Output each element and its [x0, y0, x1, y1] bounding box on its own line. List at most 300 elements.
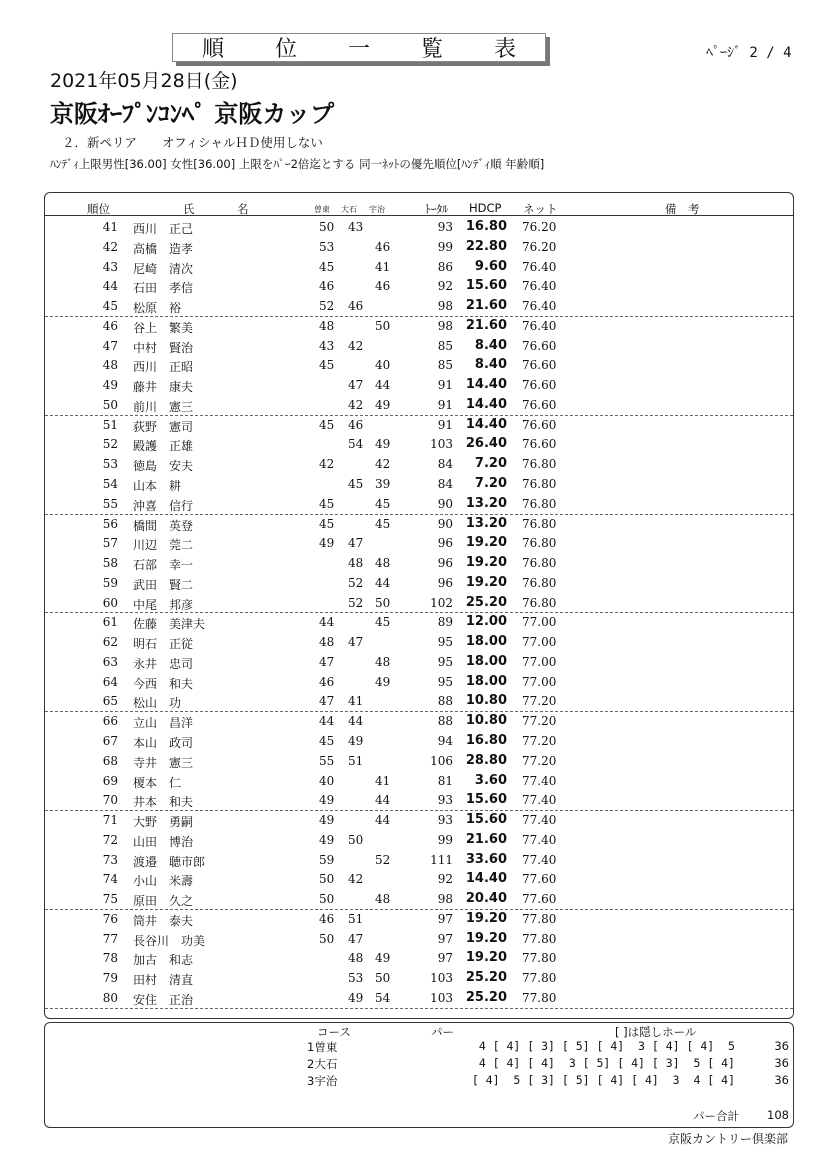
- cell-s3: 44: [375, 813, 391, 828]
- cell-hdcp: 25.20: [465, 594, 507, 610]
- cell-hdcp: 25.20: [465, 990, 507, 1006]
- cell-s2: 52: [348, 595, 364, 610]
- cell-net: 77.80: [522, 931, 557, 946]
- cell-s1: 53: [319, 239, 335, 254]
- table-row: [45, 810, 793, 830]
- cell-total: 96: [437, 556, 453, 571]
- cell-s1: 49: [319, 793, 335, 808]
- cell-total: 81: [437, 773, 453, 788]
- cell-s1: 52: [319, 299, 335, 314]
- cell-name: 加古 和志: [133, 953, 194, 968]
- cell-net: 76.40: [522, 318, 557, 333]
- page-number: ﾍﾟｰｼﾞ 2 / 4: [706, 45, 792, 61]
- cell-s2: 47: [348, 931, 364, 946]
- scoring-method: ２．新ペリア オフィシャルＨＤ使用しない: [62, 135, 323, 150]
- cell-total: 91: [437, 397, 453, 412]
- cell-total: 97: [437, 951, 453, 966]
- cell-name: 川辺 莞二: [133, 538, 194, 553]
- header-hdcp: HDCP: [469, 201, 502, 215]
- table-row: [45, 336, 793, 356]
- cell-s1: 48: [319, 635, 335, 650]
- course-name: 2大石: [307, 1057, 338, 1071]
- cell-net: 77.60: [522, 892, 557, 907]
- cell-name: 西川 正昭: [133, 360, 194, 375]
- cell-name: 本山 政司: [133, 736, 194, 751]
- cell-hdcp: 19.20: [465, 930, 507, 946]
- cell-name: 井本 和夫: [133, 795, 194, 810]
- cell-name: 立山 昌洋: [133, 716, 194, 731]
- cell-rank: 62: [102, 635, 118, 650]
- cell-rank: 47: [102, 338, 118, 353]
- cell-rank: 48: [102, 358, 118, 373]
- cell-net: 76.80: [522, 556, 557, 571]
- cell-rank: 69: [102, 773, 118, 788]
- cell-rank: 68: [102, 753, 118, 768]
- cell-net: 77.80: [522, 911, 557, 926]
- cell-rank: 77: [102, 931, 118, 946]
- cell-rank: 65: [102, 694, 118, 709]
- cell-hdcp: 19.20: [465, 950, 507, 966]
- header-course-3: 宇治: [369, 205, 385, 214]
- cell-hdcp: 20.40: [465, 891, 507, 907]
- cell-total: 84: [437, 457, 453, 472]
- cell-s2: 46: [348, 299, 364, 314]
- cell-total: 111: [430, 852, 453, 867]
- cell-net: 77.40: [522, 832, 557, 847]
- cell-net: 76.60: [522, 358, 557, 373]
- cell-s3: 49: [375, 674, 391, 689]
- cell-s1: 45: [319, 259, 335, 274]
- cell-s3: 49: [375, 951, 391, 966]
- cell-rank: 54: [102, 477, 118, 491]
- event-date: 2021年05月28日(金): [50, 70, 238, 92]
- table-row: [45, 751, 793, 771]
- cell-hdcp: 19.20: [465, 574, 507, 590]
- cell-total: 92: [437, 279, 453, 294]
- cell-net: 76.80: [522, 575, 557, 590]
- cell-s3: 41: [375, 259, 391, 274]
- page-title: 順 位 一 覧 表: [202, 37, 538, 62]
- table-row: [45, 948, 793, 968]
- cell-s1: 45: [319, 734, 335, 749]
- cell-name: 前川 憲三: [133, 399, 194, 414]
- cell-net: 77.20: [522, 694, 557, 709]
- cell-rank: 42: [102, 239, 118, 254]
- cell-hdcp: 15.60: [465, 812, 507, 828]
- cell-s1: 46: [319, 674, 335, 689]
- handicap-rules: ﾊﾝﾃﾞｨ上限男性[36.00] 女性[36.00] 上限をﾊﾟｰ2倍迄とする 同一ﾈｯﾄの優先順位[ﾊﾝﾃﾞｨ順 年齢順]: [50, 157, 545, 171]
- cell-net: 76.80: [522, 457, 557, 472]
- cell-s1: 55: [319, 753, 335, 768]
- cell-s2: 49: [348, 991, 364, 1006]
- cell-s1: 47: [319, 654, 335, 669]
- cell-net: 77.80: [522, 951, 557, 966]
- cell-name: 佐藤 美津夫: [133, 617, 206, 632]
- cell-total: 90: [437, 516, 453, 531]
- cell-name: 徳島 安夫: [133, 459, 194, 474]
- cell-rank: 61: [102, 615, 118, 630]
- table-row: [45, 415, 793, 435]
- cell-hdcp: 16.80: [465, 733, 507, 749]
- event-name: 京阪ｵｰﾌﾟﾝｺﾝﾍﾟ 京阪カップ: [50, 100, 335, 128]
- cell-rank: 51: [102, 417, 118, 432]
- course-par-box: [44, 1022, 794, 1128]
- cell-total: 98: [437, 892, 453, 907]
- cell-hdcp: 22.80: [465, 238, 507, 254]
- cell-net: 76.20: [522, 239, 557, 254]
- cell-s1: 45: [319, 358, 335, 373]
- cell-name: 沖喜 信行: [133, 498, 194, 513]
- cell-total: 106: [430, 753, 453, 768]
- table-row: [45, 296, 793, 317]
- table-row: [45, 672, 793, 692]
- cell-total: 95: [437, 654, 453, 669]
- cell-hdcp: 18.00: [465, 653, 507, 669]
- table-row: [45, 731, 793, 751]
- cell-total: 92: [437, 872, 453, 887]
- table-row: [45, 691, 793, 712]
- cell-hdcp: 7.20: [474, 476, 507, 491]
- cell-rank: 55: [102, 496, 118, 511]
- course-total: 36: [774, 1073, 789, 1087]
- table-row: [45, 850, 793, 870]
- table-row: [45, 355, 793, 375]
- cell-s3: 48: [375, 892, 391, 907]
- cell-hdcp: 14.40: [465, 377, 507, 393]
- cell-s1: 44: [319, 714, 335, 729]
- cell-total: 103: [430, 437, 453, 452]
- cell-s2: 51: [348, 753, 364, 768]
- cell-s2: 46: [348, 417, 364, 432]
- table-row: [45, 711, 793, 731]
- cell-rank: 44: [102, 279, 118, 294]
- cell-rank: 78: [102, 951, 118, 966]
- cell-s1: 45: [319, 516, 335, 531]
- cell-name: 中尾 邦彦: [133, 597, 194, 612]
- cell-total: 91: [437, 417, 453, 432]
- cell-name: 小山 米壽: [133, 874, 194, 889]
- cell-hdcp: 16.80: [465, 219, 507, 234]
- cell-s1: 46: [319, 911, 335, 926]
- cell-hdcp: 15.60: [465, 792, 507, 808]
- table-row: [45, 533, 793, 553]
- course-total: 36: [774, 1056, 789, 1070]
- cell-rank: 53: [102, 457, 118, 472]
- cell-name: 明石 正従: [133, 637, 194, 652]
- header-remarks: 備 考: [665, 202, 700, 216]
- cell-s3: 48: [375, 654, 391, 669]
- cell-total: 103: [430, 991, 453, 1006]
- cell-name: 谷上 繁美: [133, 320, 194, 335]
- cell-total: 96: [437, 575, 453, 590]
- cell-s3: 44: [375, 575, 391, 590]
- cell-s1: 42: [319, 457, 335, 472]
- cell-name: 山本 耕: [133, 479, 182, 493]
- cell-s1: 46: [319, 279, 335, 294]
- table-row: [45, 217, 793, 237]
- cell-hdcp: 10.80: [465, 693, 507, 709]
- cell-s2: 42: [348, 397, 364, 412]
- cell-rank: 50: [102, 397, 118, 412]
- header-course-2: 大石: [341, 205, 357, 214]
- cell-total: 102: [430, 595, 453, 610]
- cell-net: 77.40: [522, 813, 557, 828]
- cell-name: 藤井 康夫: [133, 380, 194, 395]
- cell-net: 76.60: [522, 417, 557, 432]
- table-row: [45, 257, 793, 277]
- table-row: [45, 988, 793, 1009]
- cell-hdcp: 15.60: [465, 278, 507, 294]
- par-label: パー: [431, 1025, 454, 1039]
- cell-name: 松原 裕: [133, 301, 182, 316]
- table-row: [45, 771, 793, 791]
- cell-hdcp: 13.20: [465, 515, 507, 531]
- cell-total: 89: [437, 615, 453, 630]
- table-row: [45, 573, 793, 593]
- cell-total: 85: [437, 338, 453, 353]
- cell-s1: 49: [319, 813, 335, 828]
- cell-name: 荻野 憲司: [133, 419, 194, 434]
- cell-s1: 43: [319, 338, 335, 353]
- cell-hdcp: 21.60: [465, 317, 507, 333]
- table-row: [45, 395, 793, 416]
- cell-hdcp: 19.20: [465, 910, 507, 926]
- cell-s2: 44: [348, 714, 364, 729]
- cell-hdcp: 19.20: [465, 555, 507, 571]
- header-total: ﾄｰﾀﾙ: [425, 202, 448, 216]
- cell-rank: 60: [102, 595, 118, 610]
- cell-rank: 63: [102, 654, 118, 669]
- cell-hdcp: 19.20: [465, 535, 507, 551]
- table-row: [45, 494, 793, 515]
- table-row: [45, 869, 793, 889]
- cell-total: 91: [437, 378, 453, 393]
- table-row: [45, 593, 793, 614]
- cell-total: 88: [437, 694, 453, 709]
- header-net: ネット: [523, 202, 558, 216]
- cell-total: 95: [437, 674, 453, 689]
- cell-rank: 71: [102, 813, 118, 828]
- header-course-1: 曽東: [314, 205, 330, 214]
- table-row: [45, 830, 793, 850]
- cell-hdcp: 13.20: [465, 495, 507, 511]
- ranking-table: [44, 192, 794, 1019]
- cell-hdcp: 7.20: [474, 456, 507, 472]
- cell-net: 77.00: [522, 674, 557, 689]
- cell-total: 90: [437, 496, 453, 511]
- cell-rank: 49: [102, 378, 118, 393]
- cell-total: 93: [437, 220, 453, 234]
- cell-total: 85: [437, 358, 453, 373]
- cell-s1: 44: [319, 615, 335, 630]
- cell-hdcp: 8.40: [474, 337, 507, 353]
- cell-s2: 48: [348, 951, 364, 966]
- par-total-label: パー合計: [693, 1109, 739, 1123]
- cell-total: 99: [437, 239, 453, 254]
- cell-rank: 67: [102, 734, 118, 749]
- cell-name: 永井 忠司: [133, 656, 194, 671]
- cell-total: 96: [437, 536, 453, 551]
- cell-s1: 49: [319, 832, 335, 847]
- cell-total: 84: [437, 477, 453, 491]
- cell-rank: 72: [102, 832, 118, 847]
- cell-s1: 47: [319, 694, 335, 709]
- cell-rank: 76: [102, 911, 118, 926]
- cell-hdcp: 21.60: [465, 831, 507, 847]
- cell-rank: 80: [102, 991, 118, 1006]
- table-row: [45, 237, 793, 257]
- table-row: [45, 790, 793, 811]
- cell-net: 77.40: [522, 793, 557, 808]
- cell-net: 77.20: [522, 753, 557, 768]
- cell-rank: 75: [102, 892, 118, 907]
- header-divider: [45, 215, 793, 216]
- cell-rank: 73: [102, 852, 118, 867]
- cell-name: 安住 正治: [133, 993, 194, 1008]
- header-rank: 順位: [87, 202, 110, 216]
- cell-net: 77.20: [522, 714, 557, 729]
- cell-name: 山田 博治: [133, 834, 194, 849]
- cell-s3: 52: [375, 852, 391, 867]
- cell-net: 76.60: [522, 437, 557, 452]
- table-row: [45, 652, 793, 672]
- cell-hdcp: 14.40: [465, 871, 507, 887]
- cell-net: 76.60: [522, 378, 557, 393]
- cell-s2: 52: [348, 575, 364, 590]
- cell-s3: 50: [375, 595, 391, 610]
- cell-s1: 50: [319, 872, 335, 887]
- cell-s2: 51: [348, 911, 364, 926]
- cell-s3: 41: [375, 773, 391, 788]
- table-row: [45, 909, 793, 929]
- club-name: 京阪カントリー倶楽部: [667, 1132, 788, 1146]
- cell-hdcp: 18.00: [465, 634, 507, 650]
- cell-hdcp: 18.00: [465, 673, 507, 689]
- cell-s2: 42: [348, 338, 364, 353]
- cell-s2: 42: [348, 872, 364, 887]
- cell-name: 石部 幸一: [133, 558, 194, 573]
- cell-rank: 59: [102, 575, 118, 590]
- cell-total: 88: [437, 714, 453, 729]
- cell-net: 76.80: [522, 516, 557, 531]
- cell-s1: 49: [319, 536, 335, 551]
- cell-s3: 45: [375, 615, 391, 630]
- cell-s1: 50: [319, 892, 335, 907]
- table-row: [45, 316, 793, 336]
- cell-s2: 49: [348, 734, 364, 749]
- cell-s2: 54: [348, 437, 364, 452]
- cell-total: 103: [430, 971, 453, 986]
- cell-s2: 47: [348, 635, 364, 650]
- cell-net: 77.80: [522, 991, 557, 1006]
- cell-total: 98: [437, 318, 453, 333]
- cell-hdcp: 33.60: [465, 851, 507, 867]
- cell-rank: 79: [102, 971, 118, 986]
- header-name-2: 名: [237, 202, 249, 216]
- course-name: 3宇治: [307, 1074, 338, 1088]
- cell-rank: 74: [102, 872, 118, 887]
- cell-rank: 66: [102, 714, 118, 729]
- header-name-1: 氏: [183, 202, 195, 216]
- cell-total: 93: [437, 813, 453, 828]
- cell-s3: 45: [375, 496, 391, 511]
- cell-s3: 46: [375, 239, 391, 254]
- cell-name: 大野 勇嗣: [133, 815, 194, 830]
- cell-total: 95: [437, 635, 453, 650]
- cell-s3: 49: [375, 397, 391, 412]
- cell-name: 今西 和夫: [133, 676, 194, 691]
- cell-name: 原田 久之: [133, 894, 194, 909]
- cell-name: 筒井 泰夫: [133, 913, 194, 928]
- cell-name: 松山 功: [133, 696, 182, 711]
- cell-s3: 48: [375, 556, 391, 571]
- title-box: [172, 33, 546, 62]
- table-row: [45, 612, 793, 632]
- cell-hdcp: 3.60: [474, 772, 507, 788]
- cell-s3: 49: [375, 437, 391, 452]
- cell-rank: 43: [102, 259, 118, 274]
- table-row: [45, 929, 793, 949]
- cell-total: 97: [437, 911, 453, 926]
- table-row: [45, 514, 793, 534]
- table-row: [45, 375, 793, 395]
- table-row: [45, 434, 793, 454]
- cell-s3: 45: [375, 516, 391, 531]
- cell-net: 76.40: [522, 259, 557, 274]
- cell-rank: 70: [102, 793, 118, 808]
- cell-net: 76.20: [522, 220, 557, 234]
- table-row: [45, 968, 793, 988]
- cell-net: 76.60: [522, 397, 557, 412]
- cell-net: 76.80: [522, 477, 557, 491]
- cell-net: 77.00: [522, 654, 557, 669]
- cell-total: 86: [437, 259, 453, 274]
- cell-name: 榎本 仁: [133, 775, 182, 790]
- cell-rank: 52: [102, 437, 118, 452]
- cell-hdcp: 25.20: [465, 970, 507, 986]
- table-row: [45, 276, 793, 296]
- cell-net: 77.60: [522, 872, 557, 887]
- cell-s1: 48: [319, 318, 335, 333]
- cell-net: 77.80: [522, 971, 557, 986]
- course-label: コース: [317, 1025, 351, 1039]
- cell-rank: 58: [102, 556, 118, 571]
- course-holes: [ 4] 5 [ 3] [ 5] [ 4] [ 4] 3 4 [ 4]: [471, 1073, 735, 1087]
- cell-s2: 48: [348, 556, 364, 571]
- cell-name: 西川 正己: [133, 222, 194, 236]
- cell-net: 77.40: [522, 852, 557, 867]
- cell-net: 77.20: [522, 734, 557, 749]
- course-total: 36: [774, 1039, 789, 1053]
- cell-s3: 42: [375, 457, 391, 472]
- table-row: [45, 553, 793, 573]
- cell-net: 77.40: [522, 773, 557, 788]
- cell-s1: 45: [319, 417, 335, 432]
- cell-rank: 45: [102, 299, 118, 314]
- cell-hdcp: 14.40: [465, 416, 507, 432]
- cell-s2: 41: [348, 694, 364, 709]
- cell-s3: 54: [375, 991, 391, 1006]
- cell-hdcp: 10.80: [465, 713, 507, 729]
- cell-name: 橋間 英登: [133, 518, 194, 533]
- cell-s1: 50: [319, 220, 335, 234]
- cell-net: 76.80: [522, 536, 557, 551]
- cell-hdcp: 21.60: [465, 298, 507, 314]
- cell-total: 99: [437, 832, 453, 847]
- table-row: [45, 474, 793, 494]
- cell-name: 長谷川 功美: [133, 933, 206, 948]
- cell-rank: 41: [102, 220, 118, 234]
